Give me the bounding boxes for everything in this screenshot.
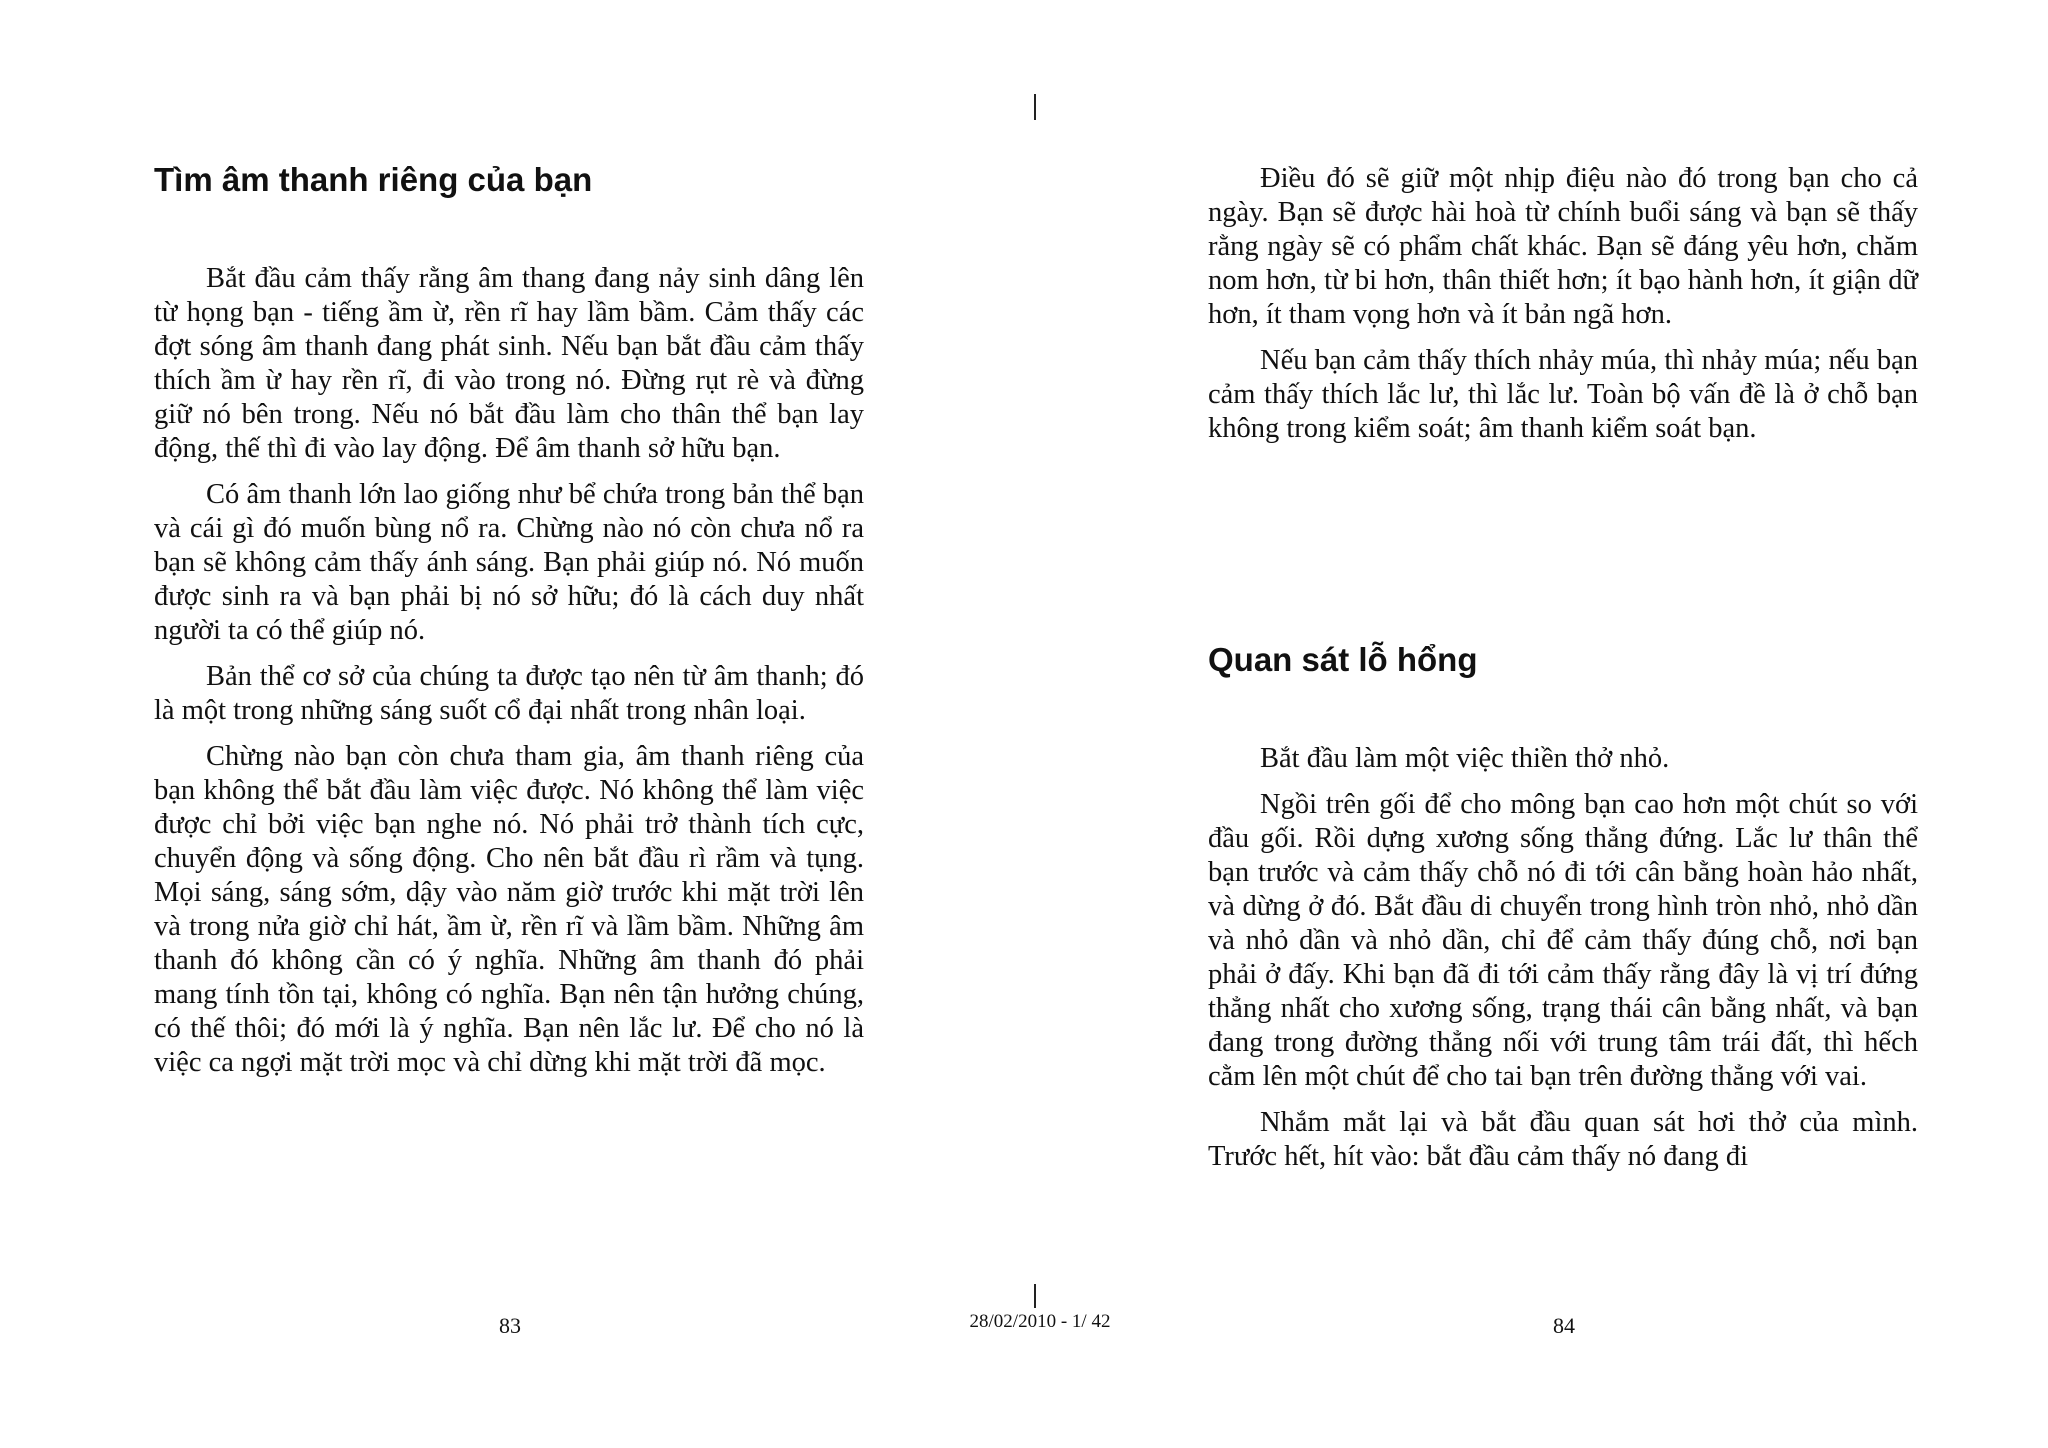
page-number-right: 84 xyxy=(1553,1313,1575,1338)
paragraph: Có âm thanh lớn lao giống như bể chứa trong bản thể bạn và cái gì đó muốn bùng nổ ra. Chừng nào nó còn chưa nổ ra bạn sẽ không cảm thấy ánh sáng. Bạn phải giúp nó. Nó muốn được sinh ra và bạn phải bị nó sở hữu; đó là cách duy nhất người ta có thể giúp nó. xyxy=(154,479,864,646)
crop-mark-bottom xyxy=(1034,1284,1036,1308)
right-page-body-bottom xyxy=(1208,742,1918,1186)
paragraph: Nếu bạn cảm thấy thích nhảy múa, thì nhảy múa; nếu bạn cảm thấy thích lắc lư, thì lắc lư. Toàn bộ vấn đề là ở chỗ bạn không trong kiểm soát; âm thanh kiểm soát bạn. xyxy=(1208,345,1918,444)
section-heading: Quan sát lỗ hổng xyxy=(1208,641,1478,678)
paragraph: Điều đó sẽ giữ một nhịp điệu nào đó trong bạn cho cả ngày. Bạn sẽ được hài hoà từ chính buổi sáng và bạn sẽ thấy rằng ngày sẽ có phẩm chất khác. Bạn sẽ đáng yêu hơn, chăm nom hơn, từ bi hơn, thân thiết hơn; ít bạo hành hơn, ít giận dữ hơn, ít tham vọng hơn và ít bản ngã hơn. xyxy=(1208,163,1918,330)
paragraph: Nhắm mắt lại và bắt đầu quan sát hơi thở của mình. Trước hết, hít vào: bắt đầu cảm thấy nó đang đi xyxy=(1208,1107,1918,1172)
section-heading: Tìm âm thanh riêng của bạn xyxy=(154,161,593,198)
paragraph: Chừng nào bạn còn chưa tham gia, âm thanh riêng của bạn không thể bắt đầu làm việc được. Nó không thể làm việc được chỉ bởi việc bạn nghe nó. Nó phải trở thành tích cực, chuyển động và sống động. Cho nên bắt đầu rì rầm và tụng. Mọi sáng, sáng sớm, dậy vào năm giờ trước khi mặt trời lên và trong nửa giờ chỉ hát, ầm ừ, rền rĩ và lầm bầm. Những âm thanh đó không cần có ý nghĩa. Những âm thanh đó phải mang tính tồn tại, không có nghĩa. Bạn nên tận hưởng chúng, có thế thôi; đó mới là ý nghĩa. Bạn nên lắc lư. Để cho nó là việc ca ngợi mặt trời mọc và chỉ dừng khi mặt trời đã mọc. xyxy=(154,741,864,1078)
paragraph: Bắt đầu làm một việc thiền thở nhỏ. xyxy=(1260,743,1670,774)
right-page-body-top xyxy=(1208,162,1918,458)
page-number-left: 83 xyxy=(499,1313,521,1338)
paragraph: Bắt đầu cảm thấy rằng âm thang đang nảy sinh dâng lên từ họng bạn - tiếng ầm ừ, rền rĩ hay lầm bầm. Cảm thấy các đợt sóng âm thanh đang phát sinh. Nếu bạn bắt đầu cảm thấy thích ầm ừ hay rền rĩ, đi vào trong nó. Đừng rụt rè và đừng giữ nó bên trong. Nếu nó bắt đầu làm cho thân thể bạn lay động, thế thì đi vào lay động. Để âm thanh sở hữu bạn. xyxy=(154,263,864,464)
crop-mark-top xyxy=(1034,94,1036,120)
footer-date: 28/02/2010 - 1/ 42 xyxy=(969,1311,1111,1332)
paragraph: Ngồi trên gối để cho mông bạn cao hơn một chút so với đầu gối. Rồi dựng xương sống thẳng đứng. Lắc lư thân thể bạn trước và cảm thấy chỗ nó đi tới cân bằng hoàn hảo nhất, và dừng ở đó. Bắt đầu di chuyển trong hình tròn nhỏ, nhỏ dần và nhỏ dần và nhỏ dần, chỉ để cảm thấy đúng chỗ, nơi bạn phải ở đấy. Khi bạn đã đi tới cảm thấy rằng đây là vị trí đứng thẳng nhất cho xương sống, trạng thái cân bằng nhất, và bạn đang trong đường thẳng nối với trung tâm trái đất, thì hếch cằm lên một chút để cho tai bạn trên đường thẳng với vai. xyxy=(1208,789,1918,1092)
paragraph: Bản thể cơ sở của chúng ta được tạo nên từ âm thanh; đó là một trong những sáng suốt cổ đại nhất trong nhân loại. xyxy=(154,661,864,726)
left-page-body xyxy=(154,262,864,1092)
